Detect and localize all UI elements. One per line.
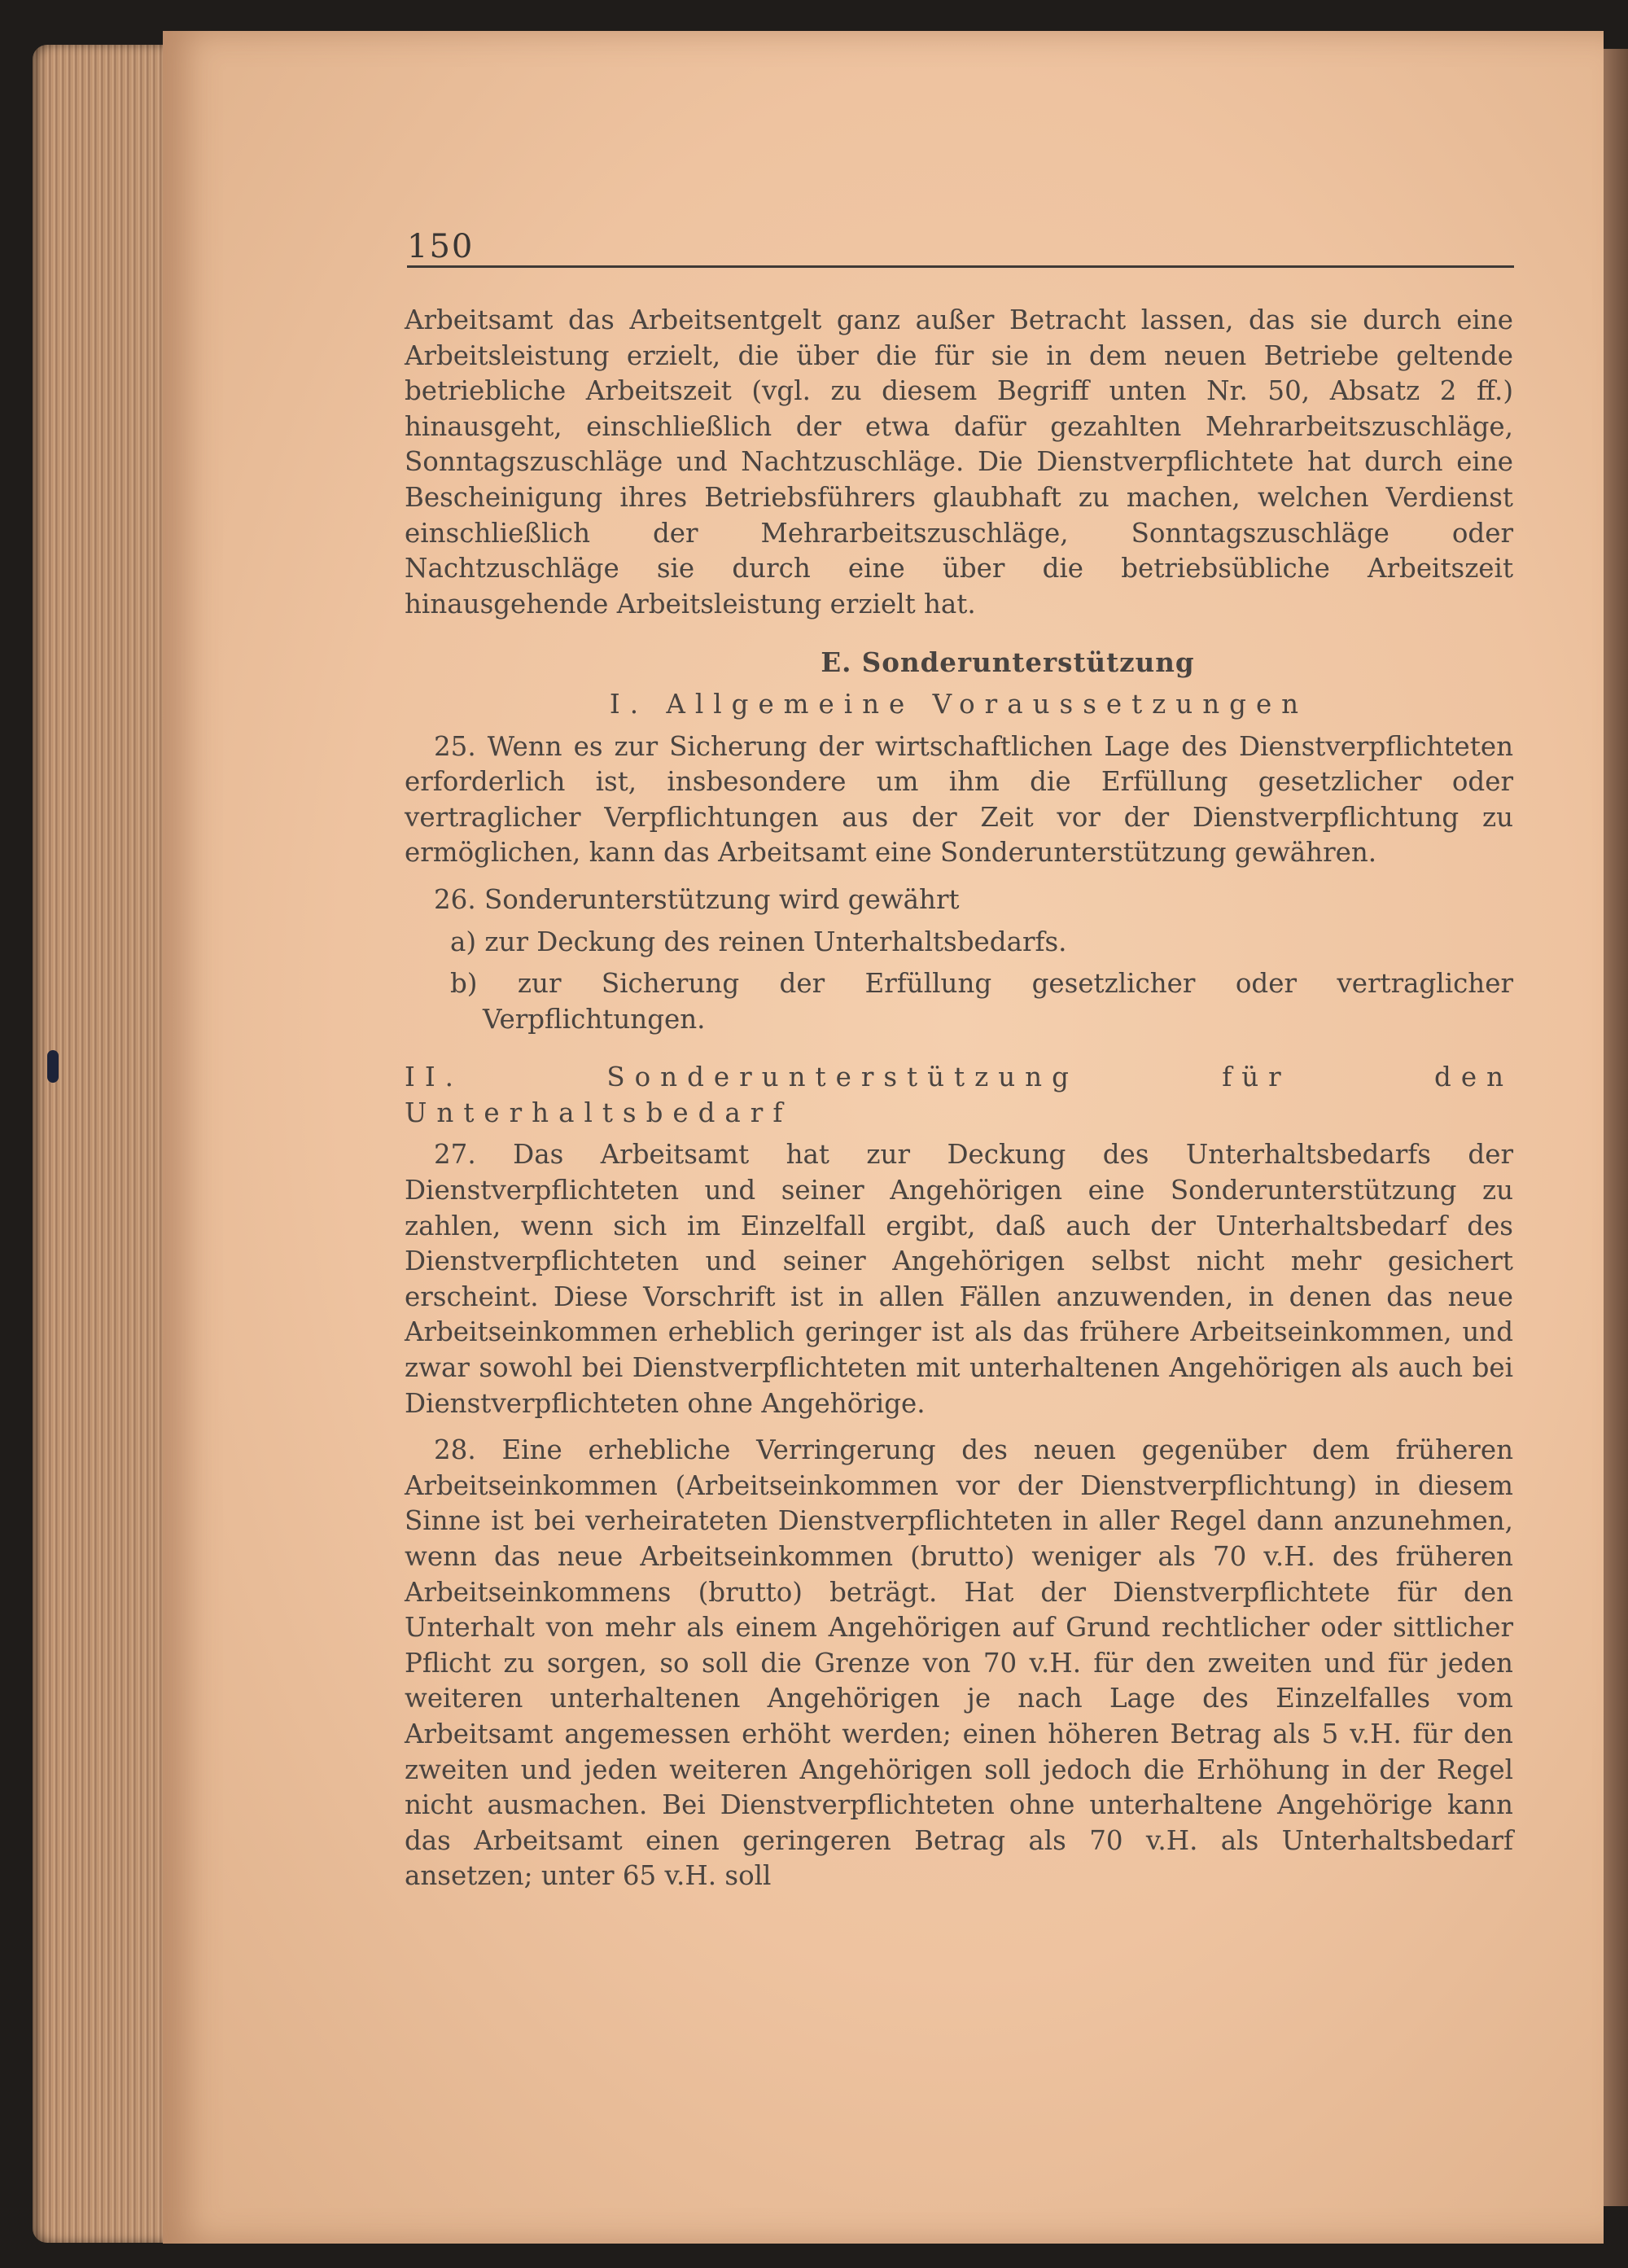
paragraph-intro: Arbeitsamt das Arbeitsentgelt ganz außer Betracht lassen, das sie durch eine Arbeitsleistung erzielt, die über die für sie in dem neuen Betriebe geltende betriebliche Arbeitszeit (vgl. zu diesem Begriff unten Nr. 50, Absatz 2 ff.) hinausgeht, einschließlich der etwa dafür gezahlten Mehrarbeitszuschläge, Sonntagszuschläge und Nachtzuschläge. Die Dienstverpflichtete hat durch eine Bescheinigung ihres Betriebsführers glaubhaft zu machen, welchen Verdienst einschließlich der Mehrarbeitszuschläge, Sonntagszuschläge oder Nachtzuschläge sie durch eine über die betriebsübliche Arbeitszeit hinausgehende Arbeitsleistung erzielt hat. (405, 304, 1513, 620)
paragraph-26: 26. Sonderunterstützung wird gewährt (434, 883, 960, 915)
ink-stain (47, 1050, 59, 1083)
header-rule (407, 265, 1514, 268)
page-number: 150 (407, 228, 475, 265)
page-header (407, 228, 1514, 269)
subsection-heading-i: I. Allgemeine Voraussetzungen (609, 688, 1309, 720)
section-heading-e: E. Sonderunterstützung (821, 646, 1195, 679)
subsection-heading-ii: II. Sonderunterstützung für den Unterhaltsbedarf (405, 1062, 1513, 1128)
list-item-b: b) zur Sicherung der Erfüllung gesetzlicher oder vertraglicher Verpflichtungen. (450, 968, 1513, 1035)
paragraph-25: 25. Wenn es zur Sicherung der wirtschaftlichen Lage des Dienstverpflichteten erforderlich ist, insbesondere um ihm die Erfüllung gesetzlicher oder vertraglicher Verpflichtungen aus der Zeit vor der Dienstverpflichtung zu ermöglichen, kann das Arbeitsamt eine Sonderunterstützung gewähren. (405, 730, 1513, 869)
paragraph-28: 28. Eine erhebliche Verringerung des neuen gegenüber dem früheren Arbeitseinkommen (Arbeitseinkommen vor der Dienstverpflichtung) in diesem Sinne ist bei verheirateten Dienstverpflichteten in aller Regel dann anzunehmen, wenn das neue Arbeitseinkommen (brutto) weniger als 70 v.H. des früheren Arbeitseinkommens (brutto) beträgt. Hat der Dienstverpflichtete für den Unterhalt von mehr als einem Angehörigen auf Grund rechtlicher oder sittlicher Pflicht zu sorgen, so soll die Grenze von 70 v.H. für den zweiten und für jeden weiteren unterhaltenen Angehörigen je nach Lage des Einzelfalles vom Arbeitsamt angemessen erhöht werden; einen höheren Betrag als 5 v.H. für den zweiten und jeden weiteren Angehörigen soll jedoch die Erhöhung in der Regel nicht ausmachen. Bei Dienstverpflichteten ohne unterhaltene Angehörige kann das Arbeitsamt einen geringeren Betrag als 70 v.H. als Unterhaltsbedarf ansetzen; unter 65 v.H. soll (405, 1434, 1513, 1892)
paragraph-27: 27. Das Arbeitsamt hat zur Deckung des Unterhaltsbedarfs der Dienstverpflichteten und seiner Angehörigen eine Sonderunterstützung zu zahlen, wenn sich im Einzelfall ergibt, daß auch der Unterhaltsbedarf des Dienstverpflichteten und seiner Angehörigen selbst nicht mehr gesichert erscheint. Diese Vorschrift ist in allen Fällen anzuwenden, in denen das neue Arbeitseinkommen erheblich geringer ist als das frühere Arbeitseinkommen, und zwar sowohl bei Dienstverpflichteten mit unterhaltenen Angehörigen als auch bei Dienstverpflichteten ohne Angehörige. (405, 1139, 1513, 1419)
page-body (405, 303, 1513, 1894)
list-item-a: a) zur Deckung des reinen Unterhaltsbedarfs. (450, 926, 1067, 957)
